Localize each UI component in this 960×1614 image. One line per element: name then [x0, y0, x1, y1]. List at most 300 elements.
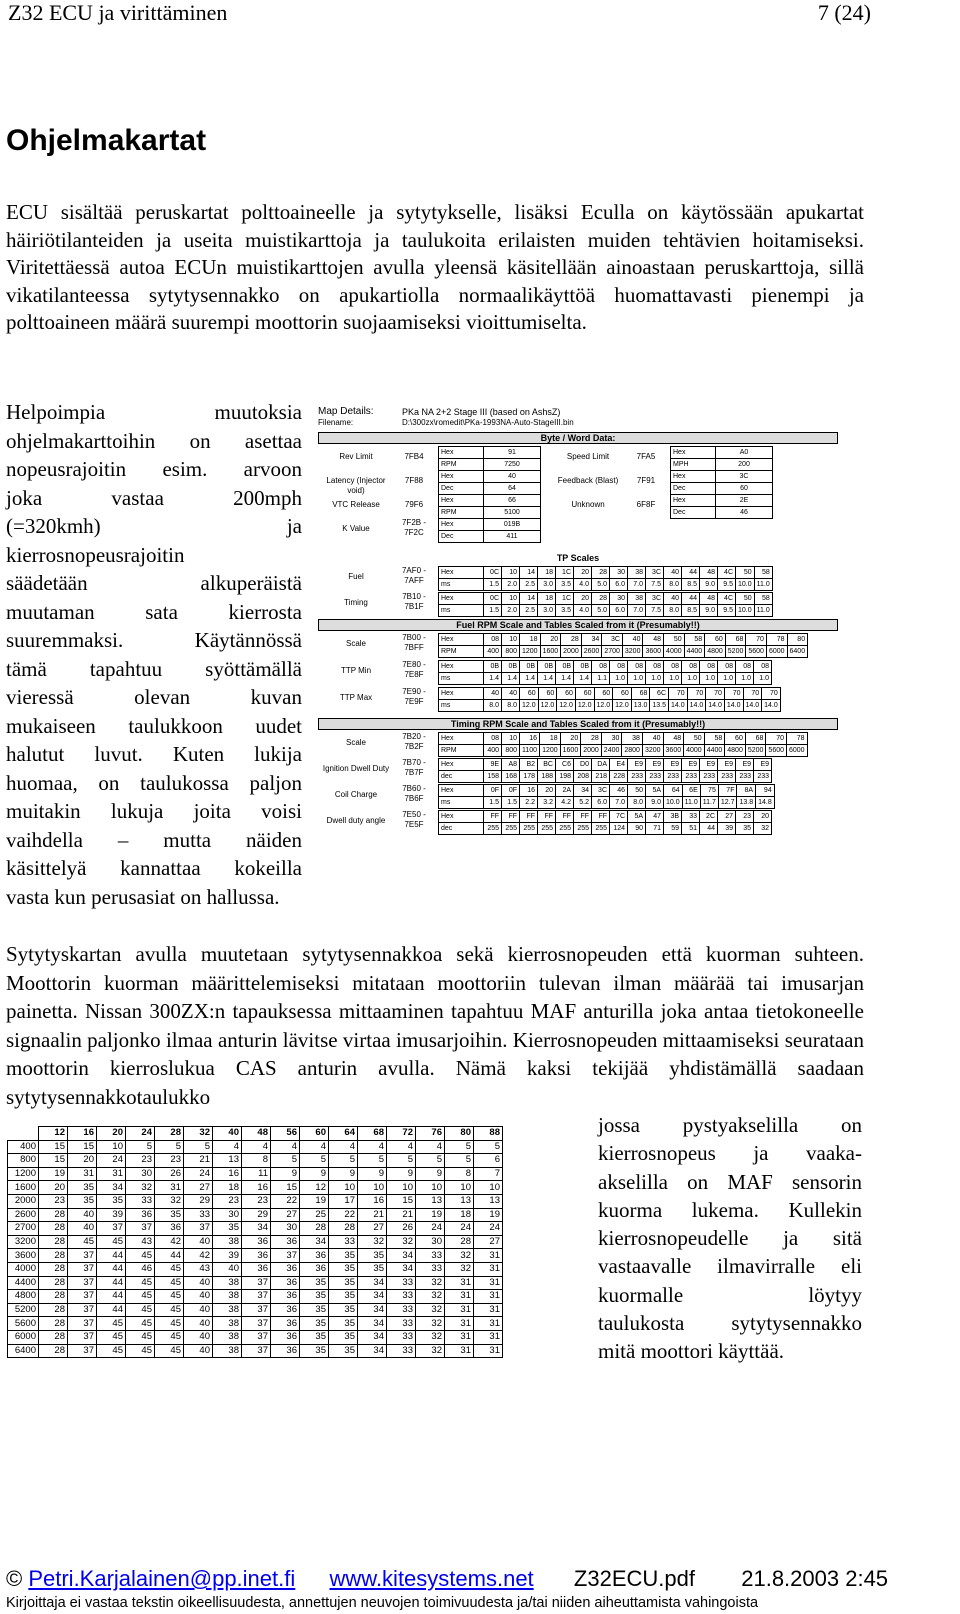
- table-cell: 32: [387, 1235, 416, 1249]
- hex-cell: E9: [664, 759, 682, 771]
- table-cell: 45: [68, 1235, 97, 1249]
- column-header: 60: [300, 1127, 329, 1141]
- hex-cell: 40: [642, 733, 663, 745]
- hex-cell: 28: [581, 733, 602, 745]
- row-header: 5200: [8, 1303, 39, 1317]
- hex-cell: 2C: [700, 811, 718, 823]
- table-cell: 33: [416, 1249, 445, 1263]
- dec-cell: 3600: [643, 646, 664, 658]
- dec-cell: 14.0: [724, 700, 743, 712]
- table-cell: 13: [474, 1194, 503, 1208]
- value-key: ms: [439, 605, 484, 617]
- map-details-value: PKa NA 2+2 Stage III (based on AshsZ): [402, 407, 561, 417]
- table-cell: 28: [39, 1249, 68, 1263]
- paragraph-line: säädetään alkuperäistä: [6, 571, 302, 595]
- dec-cell: 1.5: [502, 797, 520, 809]
- scale-row-address: 7E80 - 7E8F: [402, 660, 426, 679]
- table-cell: 37: [68, 1303, 97, 1317]
- table-cell: 30: [213, 1208, 242, 1222]
- table-cell: 4: [242, 1140, 271, 1154]
- hex-cell: 46: [610, 785, 628, 797]
- dec-cell: 8.5: [682, 605, 700, 617]
- hex-cell: 20: [560, 733, 581, 745]
- hex-cell: 18: [540, 733, 561, 745]
- table-cell: 35: [329, 1276, 358, 1290]
- paragraph-line: mukaiseen taulukkoon uudet: [6, 713, 302, 738]
- hex-cell: 08: [682, 661, 700, 673]
- table-cell: 15: [39, 1154, 68, 1168]
- table-cell: 22: [271, 1194, 300, 1208]
- table-cell: 37: [242, 1317, 271, 1331]
- hex-cell: 44: [682, 567, 700, 579]
- dec-cell: 124: [610, 823, 628, 835]
- dec-cell: 5200: [725, 646, 746, 658]
- hex-cell: 70: [669, 688, 688, 700]
- table-cell: 33: [184, 1208, 213, 1222]
- table-cell: 45: [126, 1303, 155, 1317]
- scale-row-name: TTP Max: [339, 693, 373, 702]
- dec-cell: 800: [502, 646, 520, 658]
- table-cell: 35: [213, 1222, 242, 1236]
- hex-cell: E9: [682, 759, 700, 771]
- dec-cell: 1.5: [484, 797, 502, 809]
- dec-cell: 233: [646, 771, 664, 783]
- tp-scales-bar: TP Scales: [556, 553, 600, 563]
- dec-cell: 8.0: [628, 797, 646, 809]
- table-cell: 13: [416, 1194, 445, 1208]
- hex-cell: C6: [556, 759, 574, 771]
- table-cell: 22: [329, 1208, 358, 1222]
- table-cell: 28: [39, 1290, 68, 1304]
- table-cell: 31: [445, 1317, 474, 1331]
- dec-cell: 1.0: [646, 673, 664, 685]
- dec-cell: 6.0: [592, 797, 610, 809]
- value-key: Hex: [439, 759, 484, 771]
- hex-cell: 70: [766, 733, 787, 745]
- paragraph-line: suuremmaksi. Käytännössä: [6, 628, 302, 652]
- dec-cell: 9.0: [646, 797, 664, 809]
- hex-cell: 50: [736, 593, 755, 605]
- value-key: Dec: [671, 507, 716, 519]
- hex-cell: 48: [663, 733, 684, 745]
- side-paragraph: [6, 398, 302, 911]
- table-cell: 33: [387, 1330, 416, 1344]
- dec-cell: 1.5: [484, 605, 502, 617]
- scale-row-name: Dwell duty angle: [326, 816, 386, 825]
- dec-cell: 14.0: [743, 700, 762, 712]
- hex-cell: 3C: [592, 785, 610, 797]
- table-cell: 33: [126, 1194, 155, 1208]
- table-cell: 24: [416, 1222, 445, 1236]
- table-cell: 34: [300, 1235, 329, 1249]
- dec-cell: 12.0: [575, 700, 594, 712]
- table-cell: 33: [416, 1262, 445, 1276]
- hex-cell: BC: [538, 759, 556, 771]
- byte-field-values: [670, 446, 773, 471]
- paragraph-line: muutaman sata kierrosta: [6, 599, 302, 624]
- dec-cell: 1.0: [610, 673, 628, 685]
- column-header: 88: [474, 1127, 503, 1141]
- value-cell: A0: [716, 447, 773, 459]
- table-cell: 9: [271, 1167, 300, 1181]
- table-cell: 24: [445, 1222, 474, 1236]
- column-header: 32: [184, 1127, 213, 1141]
- hex-cell: 14: [520, 593, 538, 605]
- table-cell: 23: [155, 1154, 184, 1168]
- table-cell: 38: [213, 1235, 242, 1249]
- table-cell: 36: [271, 1330, 300, 1344]
- paragraph-line: kierrosnopeus ja vaaka-: [598, 1141, 862, 1166]
- timing-rpm-bar: Timing RPM Scale and Tables Scaled from it (Presumably!!): [318, 718, 838, 730]
- table-cell: 31: [474, 1344, 503, 1358]
- dec-cell: 233: [682, 771, 700, 783]
- table-cell: 35: [329, 1330, 358, 1344]
- table-cell: 45: [97, 1317, 126, 1331]
- dec-cell: 6.0: [610, 579, 628, 591]
- dec-cell: 11.0: [754, 579, 772, 591]
- table-cell: 36: [242, 1235, 271, 1249]
- table-cell: 5: [474, 1140, 503, 1154]
- scale-row-values: [438, 784, 775, 809]
- hex-cell: 3C: [646, 567, 664, 579]
- hex-cell: 08: [718, 661, 736, 673]
- hex-cell: 2A: [556, 785, 574, 797]
- hex-cell: 50: [628, 785, 646, 797]
- table-cell: 45: [126, 1330, 155, 1344]
- value-cell: 46: [716, 507, 773, 519]
- table-cell: 34: [97, 1181, 126, 1195]
- dec-cell: 7.0: [628, 579, 646, 591]
- hex-cell: 3B: [664, 811, 682, 823]
- hex-cell: 20: [754, 811, 772, 823]
- dec-cell: 10.0: [736, 579, 755, 591]
- dec-cell: 39: [718, 823, 736, 835]
- dec-cell: 8.5: [682, 579, 700, 591]
- table-cell: 4: [300, 1140, 329, 1154]
- table-cell: 20: [68, 1154, 97, 1168]
- table-cell: 31: [474, 1290, 503, 1304]
- table-cell: 31: [474, 1276, 503, 1290]
- paragraph-line: tämä tapahtuu syöttämällä: [6, 656, 302, 681]
- hex-cell: 7F: [718, 785, 737, 797]
- table-cell: 4: [329, 1140, 358, 1154]
- dec-cell: 2.0: [502, 605, 520, 617]
- table-cell: 45: [155, 1262, 184, 1276]
- table-cell: 5: [184, 1140, 213, 1154]
- table-cell: 19: [416, 1208, 445, 1222]
- row-header: 1600: [8, 1181, 39, 1195]
- value-cell: 66: [484, 495, 541, 507]
- table-cell: 35: [329, 1249, 358, 1263]
- hex-cell: 75: [700, 785, 718, 797]
- value-key: Hex: [671, 495, 716, 507]
- table-cell: 29: [242, 1208, 271, 1222]
- table-cell: 32: [358, 1235, 387, 1249]
- table-cell: 32: [416, 1344, 445, 1358]
- paragraph-line: vasta kun perusasiat on hallussa.: [6, 884, 280, 909]
- value-key: RPM: [439, 745, 484, 757]
- byte-field-name: Rev Limit: [339, 452, 373, 461]
- table-cell: 39: [213, 1249, 242, 1263]
- hex-cell: 58: [704, 733, 725, 745]
- table-cell: 45: [155, 1276, 184, 1290]
- dec-cell: 5.2: [574, 797, 592, 809]
- table-cell: 26: [387, 1222, 416, 1236]
- value-key: RPM: [439, 507, 484, 519]
- dec-cell: 2000: [581, 745, 602, 757]
- table-cell: 38: [213, 1330, 242, 1344]
- value-key: Hex: [439, 688, 484, 700]
- dec-cell: 13.8: [737, 797, 756, 809]
- hex-cell: FF: [592, 811, 610, 823]
- dec-cell: 233: [736, 771, 754, 783]
- hex-cell: FF: [484, 811, 502, 823]
- dec-cell: 255: [574, 823, 592, 835]
- table-cell: 31: [445, 1303, 474, 1317]
- dec-cell: 5200: [745, 745, 766, 757]
- hex-cell: 60: [725, 733, 746, 745]
- hex-cell: 08: [664, 661, 682, 673]
- table-cell: 26: [155, 1167, 184, 1181]
- dec-cell: 1200: [520, 646, 541, 658]
- paragraph-line: muitakin lukuja joita voisi: [6, 799, 302, 823]
- dec-cell: 178: [520, 771, 538, 783]
- fuel-rpm-bar: Fuel RPM Scale and Tables Scaled from it (Presumably!!): [318, 619, 838, 631]
- table-cell: 24: [474, 1222, 503, 1236]
- hex-cell: 08: [646, 661, 664, 673]
- byte-field-name: K Value: [342, 524, 370, 533]
- email-link[interactable]: Petri.Karjalainen@pp.inet.fi: [28, 1566, 296, 1591]
- paragraph-line: kierrosnopeudelle ja sitä: [598, 1226, 862, 1251]
- hex-cell: FF: [502, 811, 520, 823]
- hex-cell: 1C: [556, 593, 574, 605]
- table-cell: 36: [300, 1262, 329, 1276]
- table-cell: 13: [445, 1194, 474, 1208]
- table-cell: 40: [184, 1303, 213, 1317]
- dec-cell: 7.5: [646, 605, 664, 617]
- hex-cell: B2: [520, 759, 538, 771]
- hex-cell: 6E: [682, 785, 700, 797]
- table-cell: 31: [445, 1276, 474, 1290]
- table-cell: 37: [242, 1276, 271, 1290]
- table-cell: 9: [358, 1167, 387, 1181]
- dec-cell: 1.4: [520, 673, 538, 685]
- paragraph-line: mitä moottori käyttää.: [598, 1339, 785, 1364]
- hex-cell: 0B: [520, 661, 538, 673]
- table-cell: 10: [358, 1181, 387, 1195]
- table-cell: 37: [68, 1249, 97, 1263]
- hex-cell: 0B: [484, 661, 502, 673]
- table-cell: 15: [387, 1194, 416, 1208]
- dec-cell: 14.0: [762, 700, 781, 712]
- byte-field-values: [438, 470, 541, 495]
- table-cell: 35: [155, 1208, 184, 1222]
- table-cell: 35: [329, 1290, 358, 1304]
- table-cell: 20: [39, 1181, 68, 1195]
- dec-cell: 1.0: [736, 673, 754, 685]
- hex-cell: 7C: [610, 811, 628, 823]
- dec-cell: 1200: [540, 745, 561, 757]
- table-cell: 4: [358, 1140, 387, 1154]
- ignition-timing-table: [7, 1126, 503, 1358]
- hex-cell: 80: [787, 634, 808, 646]
- hex-cell: 08: [736, 661, 754, 673]
- table-cell: 28: [39, 1276, 68, 1290]
- table-cell: 36: [271, 1303, 300, 1317]
- hex-cell: 6C: [650, 688, 669, 700]
- footer-line: © Petri.Karjalainen@pp.inet.fi www.kitesystems.net Z32ECU.pdf 21.8.2003 2:45: [6, 1566, 889, 1591]
- dec-cell: 12.0: [538, 700, 557, 712]
- dec-cell: 1100: [520, 745, 540, 757]
- byte-field-address: 7F2B - 7F2C: [401, 518, 426, 537]
- footer-filename: Z32ECU.pdf: [573, 1566, 695, 1591]
- table-cell: 8: [445, 1167, 474, 1181]
- value-cell: 40: [484, 471, 541, 483]
- hex-cell: 48: [700, 593, 718, 605]
- table-cell: 7: [474, 1167, 503, 1181]
- table-cell: 36: [271, 1290, 300, 1304]
- value-cell: 2E: [716, 495, 773, 507]
- website-link[interactable]: www.kitesystems.net: [329, 1566, 534, 1591]
- table-cell: 8: [242, 1154, 271, 1168]
- dec-cell: 13.5: [650, 700, 669, 712]
- dec-cell: 12.0: [613, 700, 632, 712]
- paragraph-line: vieressä olevan kuvan: [6, 685, 302, 709]
- hex-cell: 33: [682, 811, 700, 823]
- scale-row-values: [438, 660, 772, 685]
- dec-cell: 71: [646, 823, 664, 835]
- hex-cell: E9: [736, 759, 754, 771]
- table-cell: 10: [329, 1181, 358, 1195]
- value-key: Hex: [439, 519, 484, 531]
- footer-disclaimer: Kirjoittaja ei vastaa tekstin oikeellisuudesta, annettujen neuvojen toimivuudesta ja/tai niiden aiheuttamista vahingoista: [6, 1595, 759, 1611]
- table-cell: 18: [445, 1208, 474, 1222]
- table-cell: 32: [416, 1290, 445, 1304]
- table-cell: 34: [358, 1344, 387, 1358]
- table-cell: 33: [387, 1276, 416, 1290]
- hex-cell: 68: [631, 688, 650, 700]
- value-cell: 5100: [484, 507, 541, 519]
- hex-cell: 58: [754, 567, 772, 579]
- dec-cell: 4.0: [574, 579, 592, 591]
- dec-cell: 4000: [684, 745, 705, 757]
- hex-cell: 50: [736, 567, 755, 579]
- table-cell: 31: [445, 1330, 474, 1344]
- header-title: Z32 ECU ja virittäminen: [8, 0, 228, 25]
- hex-cell: 27: [718, 811, 736, 823]
- hex-cell: 0B: [556, 661, 574, 673]
- dec-cell: 44: [700, 823, 718, 835]
- table-cell: 33: [387, 1303, 416, 1317]
- table-cell: 40: [184, 1330, 213, 1344]
- dec-cell: 3.5: [556, 579, 574, 591]
- table-cell: 33: [387, 1290, 416, 1304]
- dec-cell: 233: [700, 771, 718, 783]
- table-cell: 33: [329, 1235, 358, 1249]
- table-cell: 44: [97, 1249, 126, 1263]
- scale-row-address: 7B10 - 7B1F: [402, 592, 426, 611]
- table-cell: 13: [213, 1154, 242, 1168]
- hex-cell: 48: [643, 634, 664, 646]
- hex-cell: E4: [610, 759, 628, 771]
- dec-cell: 4800: [725, 745, 746, 757]
- table-cell: 45: [155, 1344, 184, 1358]
- dec-cell: 2700: [602, 646, 623, 658]
- table-cell: 37: [68, 1344, 97, 1358]
- column-header: 16: [68, 1127, 97, 1141]
- table-cell: 37: [242, 1330, 271, 1344]
- dec-cell: 90: [628, 823, 646, 835]
- paragraph-line: vastaavalle ilmavirralle eli: [598, 1254, 862, 1279]
- hex-cell: 08: [754, 661, 772, 673]
- table-cell: 10: [474, 1181, 503, 1195]
- row-header: 3200: [8, 1235, 39, 1249]
- scale-row-name: TTP Min: [340, 666, 372, 675]
- table-cell: 40: [184, 1290, 213, 1304]
- scale-row-address: 7B70 - 7B7F: [402, 758, 426, 777]
- dec-cell: 208: [574, 771, 592, 783]
- table-cell: 37: [271, 1249, 300, 1263]
- hex-cell: 18: [520, 634, 541, 646]
- hex-cell: 38: [622, 733, 643, 745]
- table-cell: 38: [213, 1303, 242, 1317]
- table-cell: 28: [39, 1208, 68, 1222]
- row-header: 6400: [8, 1344, 39, 1358]
- column-header: 20: [97, 1127, 126, 1141]
- table-cell: 19: [39, 1167, 68, 1181]
- value-key: Hex: [439, 811, 484, 823]
- dec-cell: 168: [502, 771, 520, 783]
- value-cell: 64: [484, 483, 541, 495]
- table-cell: 35: [300, 1344, 329, 1358]
- table-cell: 45: [126, 1290, 155, 1304]
- hex-cell: 0C: [484, 567, 502, 579]
- column-header: 76: [416, 1127, 445, 1141]
- value-key: ms: [439, 579, 484, 591]
- table-cell: 10: [97, 1140, 126, 1154]
- table-cell: 34: [358, 1317, 387, 1331]
- byte-field-address: 7FB4: [404, 452, 424, 461]
- hex-cell: 28: [561, 634, 582, 646]
- dec-cell: 255: [592, 823, 610, 835]
- column-header: 72: [387, 1127, 416, 1141]
- column-header: 12: [39, 1127, 68, 1141]
- dec-cell: 255: [556, 823, 574, 835]
- table-description-paragraph: [598, 1111, 862, 1366]
- table-cell: 16: [242, 1181, 271, 1195]
- value-key: dec: [439, 823, 484, 835]
- table-cell: 5: [329, 1154, 358, 1168]
- table-cell: 28: [329, 1222, 358, 1236]
- value-key: Hex: [439, 733, 484, 745]
- table-cell: 16: [358, 1194, 387, 1208]
- table-cell: 44: [97, 1303, 126, 1317]
- hex-cell: 60: [520, 688, 539, 700]
- dec-cell: 255: [520, 823, 538, 835]
- hex-cell: 70: [743, 688, 762, 700]
- hex-cell: 08: [628, 661, 646, 673]
- scale-row-values: [438, 633, 808, 658]
- dec-cell: 3.5: [556, 605, 574, 617]
- row-header: 4400: [8, 1276, 39, 1290]
- value-key: RPM: [439, 459, 484, 471]
- hex-cell: 78: [787, 733, 808, 745]
- row-header: 2700: [8, 1222, 39, 1236]
- paragraph-line: käsittelyä kannattaa kokeilla: [6, 856, 302, 880]
- hex-cell: 70: [746, 634, 767, 646]
- hex-cell: 8A: [737, 785, 756, 797]
- dec-cell: 4.2: [556, 797, 574, 809]
